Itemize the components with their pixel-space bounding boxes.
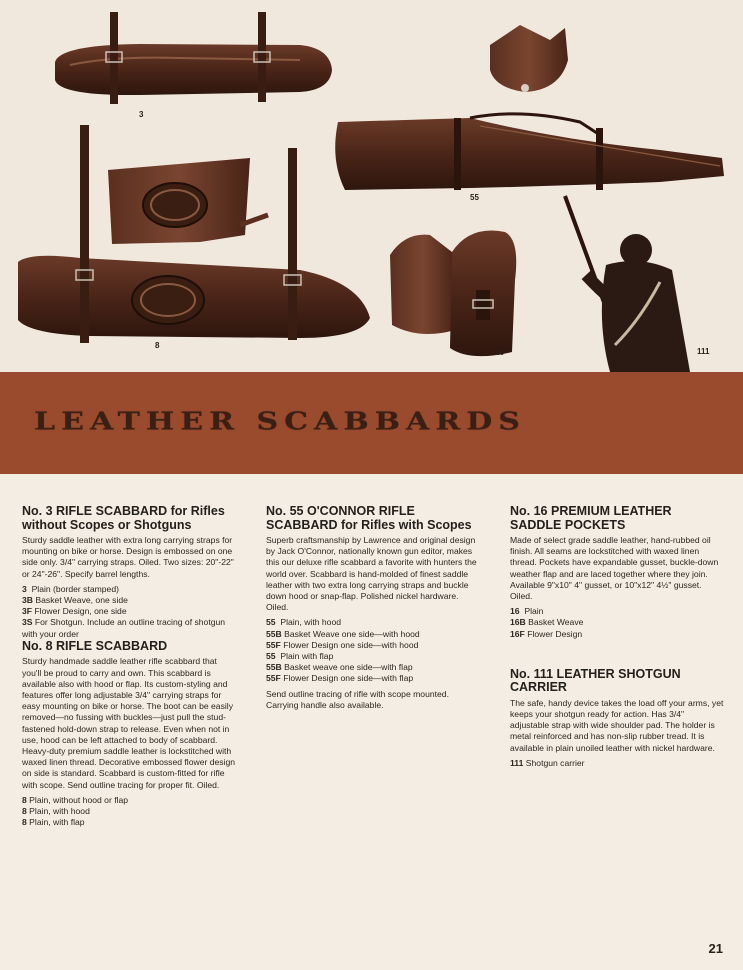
- no55-item-list: [266, 617, 480, 684]
- item-desc: Plain, without hood or flap: [29, 794, 129, 805]
- item-desc: Plain, with hood: [29, 805, 90, 816]
- hood-image: [490, 25, 568, 92]
- item-desc: Basket Weave: [528, 617, 584, 628]
- list-item: [510, 606, 724, 617]
- item-code: 3B: [22, 595, 33, 606]
- no111-description: The safe, handy device takes the load off your arms, yet keeps your shotgun ready for action. Has 3/4" adjustable strap with wide shoulder pad. The holder is metal reinforced and has non-slip rubber tread. It is available in plain unoiled leather with nickel hardware.: [510, 697, 724, 753]
- list-item: [510, 617, 724, 628]
- item-desc: Plain, with flap: [29, 817, 85, 828]
- item-desc: For Shotgun. Include an outline tracing of shotgun with your order: [22, 617, 226, 639]
- page-number: 21: [708, 941, 723, 956]
- item-code: 16: [510, 606, 520, 617]
- no55-note: Send outline tracing of rifle with scope mounted. Carrying handle also available.: [266, 688, 449, 710]
- no8-item-list: [22, 795, 237, 829]
- list-item: [22, 606, 237, 617]
- item-code: 3F: [22, 606, 33, 617]
- item-desc: Flower Design, one side: [34, 606, 127, 617]
- item-desc: Flower Design: [527, 628, 583, 639]
- item-code: 55B: [266, 628, 282, 639]
- list-item: [510, 629, 724, 640]
- no3-heading: No. 3 RIFLE SCABBARD for Rifles without Scopes or Shotguns: [22, 504, 225, 532]
- list-item: [22, 584, 237, 595]
- figure-label-3: 3: [139, 110, 144, 119]
- list-item: [22, 817, 237, 828]
- no55-description: Superb craftsmanship by Lawrence and original design by Jack O'Connor, nationally known gun editor, makes this our deluxe rifle scabbard a favorite with hunters the world over. Scabbard is hand-molded of finest saddle leather with two extra long carrying straps and buckle down hood or snap-flap. Polished nickel hardware. Oiled.: [266, 535, 477, 613]
- item-desc: Plain (border stamped): [31, 583, 119, 594]
- no8-description: Sturdy handmade saddle leather rifle scabbard that you'll be proud to carry and own. This scabbard is available also with hood or flap. Its custom-styling and features offer long adjustable 3/4" carrying straps for easy mounting on bike or horse. The boot can be easily removed—no fussing with buckles—just pull the stud-fastened hold-down strap to release. Even when not in use, hood can be left attached to body of scabbard. Heavy-duty premium saddle leather is lockstitched with waxed linen thread. Decorative embossed flower design on side is standard. Scabbard is custom-fitted for rifle with scope. Send outline tracing for proper fit. Oiled.: [22, 656, 236, 790]
- list-item: [266, 651, 480, 662]
- item-desc: Plain with flap: [280, 651, 334, 662]
- item-desc: Flower Design one side—with flap: [283, 673, 414, 684]
- item-code: 3S: [22, 617, 33, 628]
- no111-shotgun-carrier-image: [565, 196, 690, 372]
- list-item: [266, 662, 480, 673]
- item-code: 55: [266, 617, 276, 628]
- list-item: [510, 758, 724, 769]
- product-photo-area: [0, 0, 743, 372]
- list-item: [266, 617, 480, 628]
- no55-heading: No. 55 O'CONNOR RIFLE SCABBARD for Rifles with Scopes: [266, 504, 472, 532]
- no8-heading: No. 8 RIFLE SCABBARD: [22, 638, 168, 653]
- list-item: [22, 795, 237, 806]
- list-item: [266, 673, 480, 684]
- no16-saddle-pockets-image: [390, 231, 516, 357]
- figure-label-8: 8: [155, 341, 160, 350]
- item-desc: Flower Design one side—with hood: [283, 639, 419, 650]
- item-desc: Basket weave one side—with flap: [284, 662, 413, 673]
- no16-heading: No. 16 PREMIUM LEATHER SADDLE POCKETS: [510, 504, 672, 532]
- column-1: [22, 505, 237, 828]
- item-code: 55F: [266, 673, 281, 684]
- item-desc: Plain, with hood: [280, 617, 342, 628]
- column-3: [510, 505, 724, 769]
- item-code: 8: [22, 805, 27, 816]
- no55-scabbard-image: [335, 114, 724, 190]
- figure-label-16: 16: [495, 348, 504, 357]
- no3-item-list: [22, 584, 237, 640]
- list-item: [266, 640, 480, 651]
- list-item: [266, 629, 480, 640]
- item-code: 8: [22, 817, 27, 828]
- item-desc: Shotgun carrier: [525, 757, 585, 768]
- item-code: 8: [22, 794, 27, 805]
- no16-description: Made of select grade saddle leather, hand-rubbed oil finish. All seams are lockstitched with waxed linen thread. Pockets have expandable gusset, buckle-down weather flap and are laced together where they join. Available 9"x10" 4" gusset, or 10"x12" 4½" gusset. Oiled.: [510, 535, 719, 602]
- item-code: 16B: [510, 617, 526, 628]
- no111-item-list: [510, 758, 724, 769]
- item-code: 16F: [510, 628, 525, 639]
- no16-item-list: [510, 606, 724, 640]
- page-title: LEATHER SCABBARDS: [34, 407, 526, 436]
- item-desc: Basket Weave one side—with hood: [284, 628, 420, 639]
- item-desc: Plain: [524, 606, 544, 617]
- list-item: [22, 595, 237, 606]
- item-code: 55: [266, 651, 276, 662]
- no8-boot-image: [108, 158, 268, 244]
- item-code: 3: [22, 583, 27, 594]
- list-item: [22, 617, 237, 639]
- item-desc: Basket Weave, one side: [35, 595, 128, 606]
- item-code: 55B: [266, 662, 282, 673]
- figure-label-111: 111: [697, 347, 710, 356]
- title-banner: [0, 372, 743, 474]
- item-code: 55F: [266, 639, 281, 650]
- no3-description: Sturdy saddle leather with extra long carrying straps for mounting on bike or horse. Design is embossed on one side only. 3/4" carrying straps. Oiled. Two sizes: 20"-22" or 24"-26". Specify barrel lengths.: [22, 535, 234, 579]
- column-2: [266, 505, 480, 715]
- no3-scabbard-image: [55, 12, 332, 104]
- item-code: 111: [510, 757, 524, 768]
- figure-label-55: 55: [470, 193, 479, 202]
- no111-heading: No. 111 LEATHER SHOTGUN CARRIER: [510, 666, 681, 695]
- list-item: [22, 806, 237, 817]
